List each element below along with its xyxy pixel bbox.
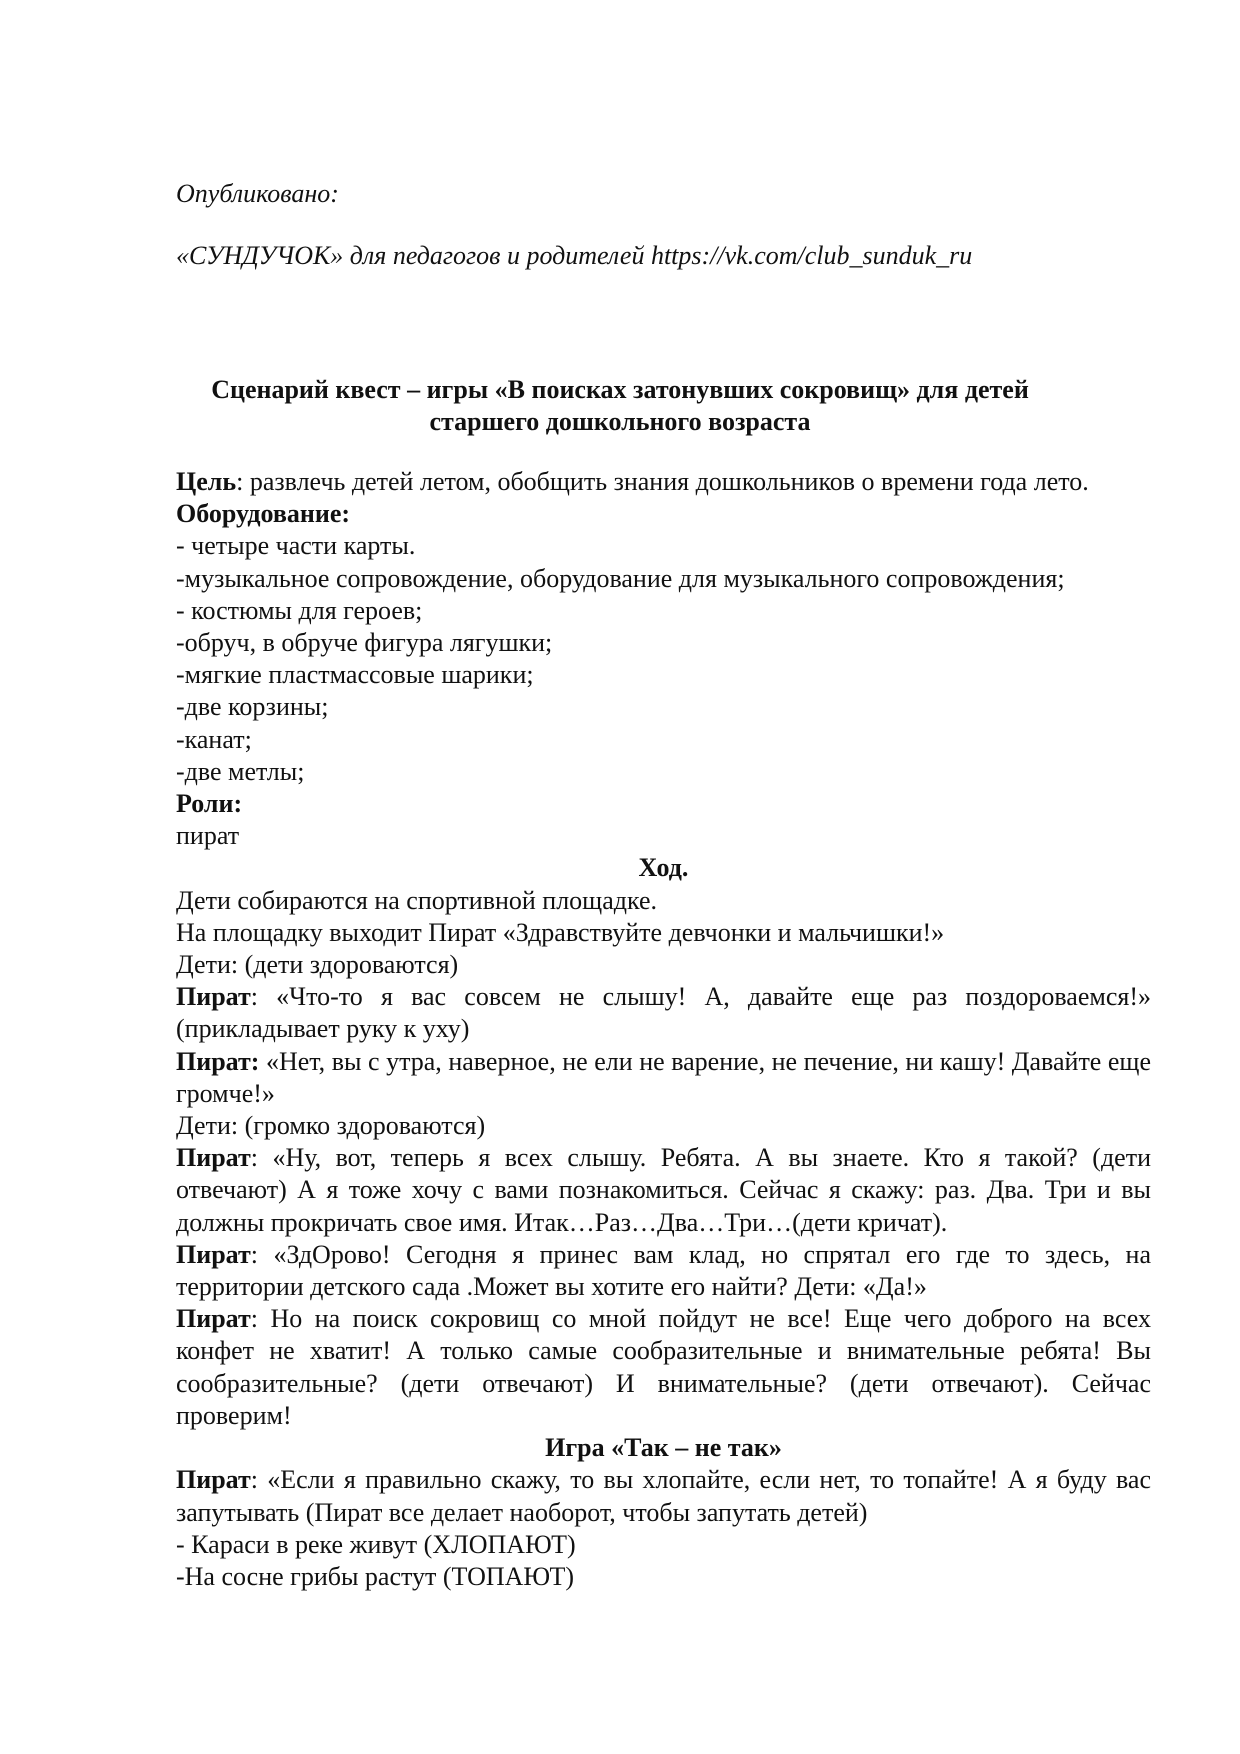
equipment-item: -мягкие пластмассовые шарики; xyxy=(176,660,534,690)
goal-text: : развлечь детей летом, обобщить знания дошкольников о времени года лето. xyxy=(236,467,1089,496)
course-line: Дети собираются на спортивной площадке. xyxy=(176,885,657,915)
equipment-item: -две корзины; xyxy=(176,692,329,722)
pirate-replica xyxy=(176,981,1151,1045)
speaker-label: Пират: xyxy=(176,1046,260,1076)
game-line: - Караси в реке живут (ХЛОПАЮТ) xyxy=(176,1529,576,1559)
speaker-label: Пират xyxy=(176,1304,251,1334)
equipment-item: - костюмы для героев; xyxy=(176,595,423,625)
goal-label: Цель xyxy=(176,467,237,496)
equipment-item: -музыкальное сопровождение, оборудование для музыкального сопровождения; xyxy=(176,563,1065,593)
document-body xyxy=(176,466,1151,1593)
speaker-label: Пират xyxy=(176,1239,251,1269)
pirate-replica xyxy=(176,1303,1151,1432)
published-label: Опубликовано: xyxy=(176,179,339,208)
pirate-replica xyxy=(176,1464,1151,1528)
course-line: Дети: (громко здороваются) xyxy=(176,1111,486,1141)
roles-text: пират xyxy=(176,821,240,851)
equipment-item: -обруч, в обруче фигура лягушки; xyxy=(176,628,553,658)
course-heading: Ход. xyxy=(638,853,689,883)
title-line-2: старшего дошкольного возраста xyxy=(429,407,811,436)
speaker-label: Пират xyxy=(176,982,251,1012)
equipment-item: -канат; xyxy=(176,724,252,754)
pirate-replica xyxy=(176,1239,1151,1303)
course-line: На площадку выходит Пират «Здравствуйте девчонки и мальчишки!» xyxy=(176,917,945,947)
speaker-label: Пират xyxy=(176,1143,251,1173)
pirate-replica xyxy=(176,1046,1151,1110)
equipment-heading: Оборудование: xyxy=(176,499,351,529)
source-line: «СУНДУЧОК» для педагогов и родителей https://vk.com/club_sunduk_ru xyxy=(176,241,973,270)
replica-text: : Но на поиск сокровищ со мной пойдут не все! Еще чего доброго на всех конфет не хватит! А только самые сообразительные и внимательные ребята! Вы сообразительные? (дети отвечают) И внимательные? (дети отвечают). Сейчас проверим! xyxy=(176,1304,1151,1430)
equipment-item: -две метлы; xyxy=(176,756,305,786)
pirate-replica xyxy=(176,1142,1151,1239)
speaker-label: Пират xyxy=(176,1465,251,1495)
replica-text: : «Ну, вот, теперь я всех слышу. Ребята. А вы знаете. Кто я такой? (дети отвечают) А я тоже хочу с вами познакомиться. Сейчас я скажу: раз. Два. Три и вы должны прокричать свое имя. Итак…Раз…Два…Три…(дети кричат). xyxy=(176,1143,1151,1237)
title-line-1: Сценарий квест – игры «В поисках затонувших сокровищ» для детей xyxy=(211,375,1029,404)
roles-heading: Роли: xyxy=(176,789,243,819)
goal-paragraph xyxy=(176,466,1151,498)
replica-text: «Нет, вы с утра, наверное, не ели не варение, не печение, ни кашу! Давайте еще громче!» xyxy=(176,1046,1151,1108)
game-heading: Игра «Так – не так» xyxy=(545,1433,782,1463)
replica-text: : «ЗдОрово! Сегодня я принес вам клад, но спрятал его где то здесь, на территории детского сада .Может вы хотите его найти? Дети: «Да!» xyxy=(176,1239,1151,1302)
game-line: -На сосне грибы растут (ТОПАЮТ) xyxy=(176,1561,575,1591)
replica-text: : «Если я правильно скажу, то вы хлопайте, если нет, то топайте! А я буду вас запутывать (Пират все делает наоборот, чтобы запутать детей) xyxy=(176,1465,1151,1527)
course-line: Дети: (дети здороваются) xyxy=(176,950,459,980)
replica-text: : «Что-то я вас совсем не слышу! А, давайте еще раз поздороваемся!» (прикладывает руку к уху) xyxy=(176,982,1151,1044)
document-title xyxy=(176,374,1064,438)
equipment-item: - четыре части карты. xyxy=(176,531,416,561)
